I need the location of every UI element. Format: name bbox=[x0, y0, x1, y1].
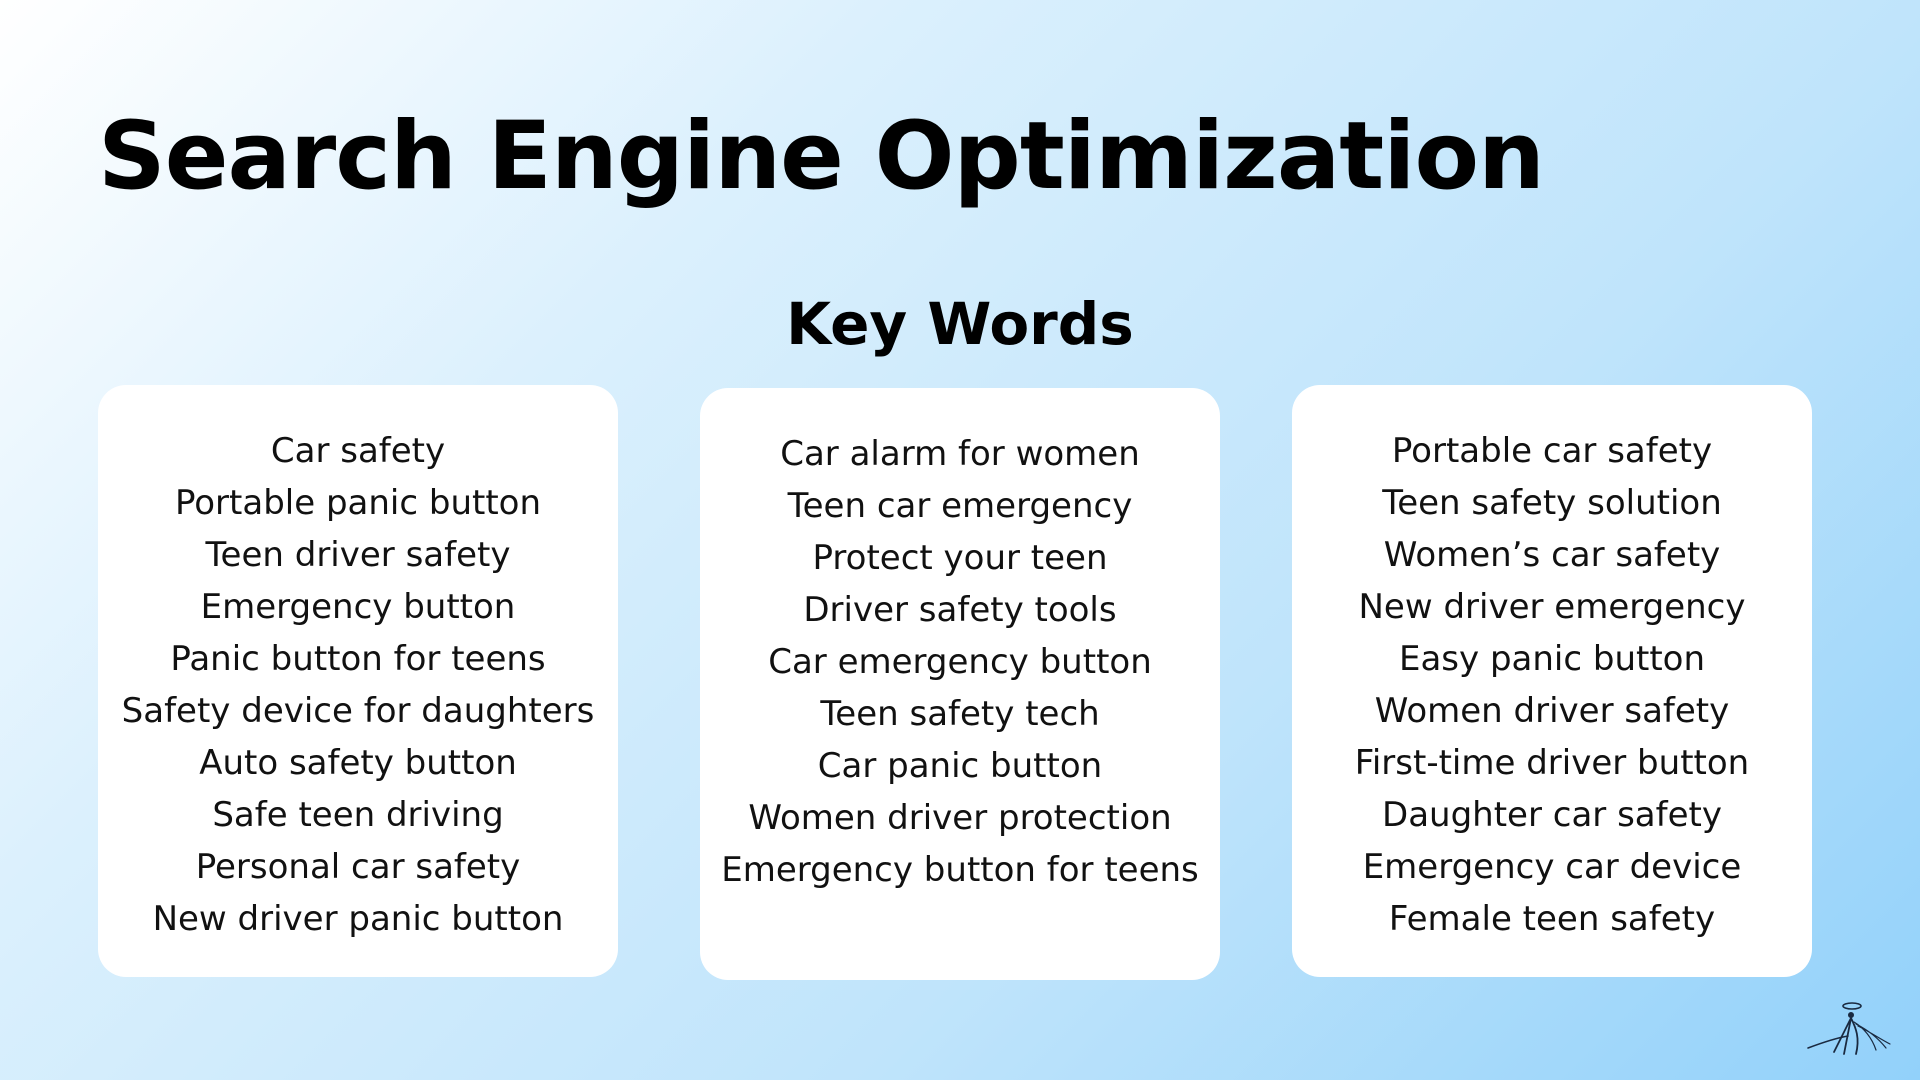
keyword-item: Portable panic button bbox=[174, 483, 542, 523]
keyword-item: Safe teen driving bbox=[212, 795, 504, 835]
keyword-item: Emergency button bbox=[200, 587, 516, 627]
keyword-item: Women driver protection bbox=[748, 798, 1172, 838]
keyword-item: Safety device for daughters bbox=[121, 691, 595, 731]
keyword-item: Teen car emergency bbox=[787, 486, 1133, 526]
keyword-card-2 bbox=[700, 388, 1220, 980]
keyword-item: Protect your teen bbox=[812, 538, 1108, 578]
keyword-item: Teen safety tech bbox=[820, 694, 1100, 734]
keyword-item: Panic button for teens bbox=[170, 639, 546, 679]
keyword-item: Women driver safety bbox=[1374, 691, 1730, 731]
keyword-item: Women’s car safety bbox=[1383, 535, 1721, 575]
keyword-item: Car alarm for women bbox=[780, 434, 1140, 474]
keyword-item: Car panic button bbox=[817, 746, 1103, 786]
keyword-item: New driver panic button bbox=[152, 899, 564, 939]
angel-logo-icon bbox=[1804, 998, 1894, 1058]
keyword-item: First-time driver button bbox=[1354, 743, 1750, 783]
keyword-item: Personal car safety bbox=[195, 847, 521, 887]
keyword-card-1 bbox=[98, 385, 618, 977]
keyword-item: Emergency car device bbox=[1362, 847, 1742, 887]
keyword-item: Driver safety tools bbox=[803, 590, 1117, 630]
keyword-item: Emergency button for teens bbox=[721, 850, 1199, 890]
keyword-item: Teen driver safety bbox=[205, 535, 511, 575]
keyword-list bbox=[700, 428, 1220, 896]
keyword-item: Easy panic button bbox=[1398, 639, 1706, 679]
keyword-item: New driver emergency bbox=[1358, 587, 1746, 627]
keyword-list bbox=[98, 425, 618, 945]
section-subtitle: Key Words bbox=[786, 290, 1134, 358]
keyword-item: Car safety bbox=[270, 431, 446, 471]
keyword-item: Daughter car safety bbox=[1382, 795, 1722, 835]
keyword-list bbox=[1292, 425, 1812, 945]
page-title: Search Engine Optimization bbox=[98, 102, 1544, 211]
keyword-item: Female teen safety bbox=[1388, 899, 1716, 939]
keyword-item: Portable car safety bbox=[1391, 431, 1713, 471]
keyword-item: Auto safety button bbox=[199, 743, 517, 783]
keyword-item: Car emergency button bbox=[768, 642, 1152, 682]
keyword-card-3 bbox=[1292, 385, 1812, 977]
keyword-item: Teen safety solution bbox=[1382, 483, 1722, 523]
